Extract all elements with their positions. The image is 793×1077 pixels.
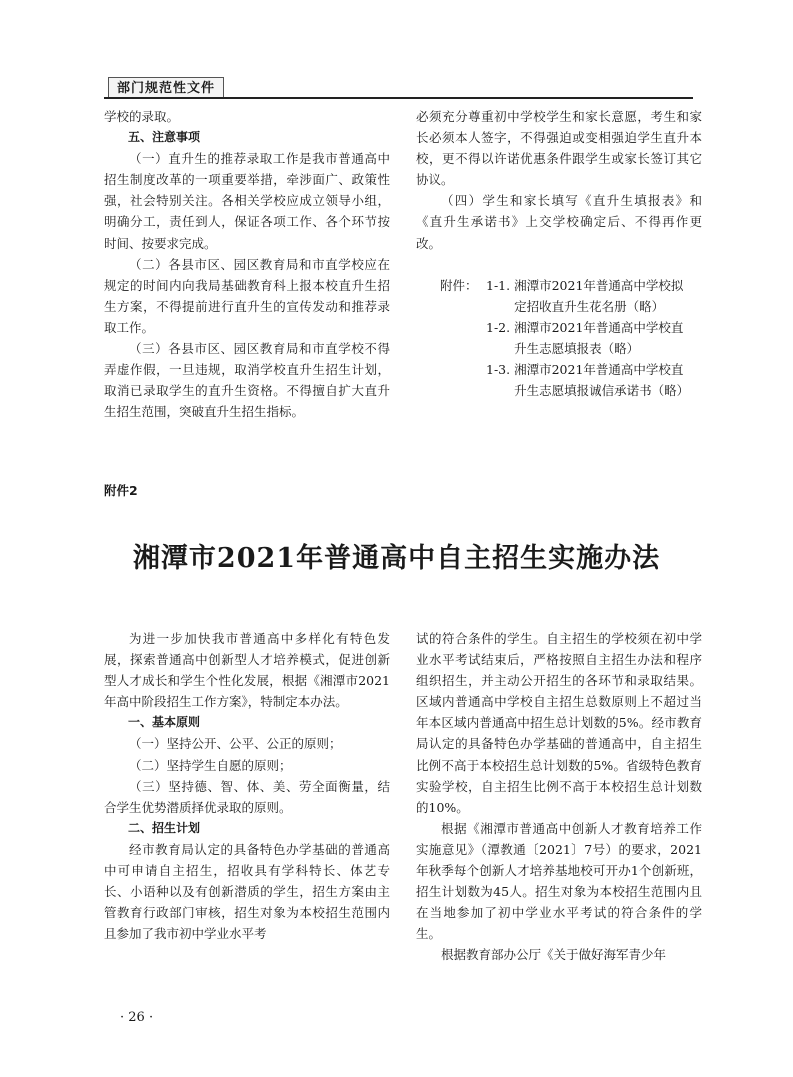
top-right-column [416,106,702,401]
bottom-left-column [104,628,390,944]
top-right-paragraphs [416,106,702,254]
attachment-item [440,317,702,359]
attachment-text [514,275,702,317]
paragraph: （四）学生和家长填写《直升生填报表》和《直升生承诺书》上交学校确定后、不得再作更改。 [416,193,702,251]
document-title: 湘潭市2021年普通高中自主招生实施办法 [132,543,661,574]
attachment-number: 1-3. [486,362,511,378]
paragraph: 经市教育局认定的具备特色办学基础的普通高中可申请自主招生，招收具有学科特长、体艺专长、小语种以及有创新潜质的学生，招生方案由主管教育行政部门审核，招生对象为本校招生范围内且参加了我市初中学业水平考 [104,841,390,942]
paragraph: （二）坚持学生自愿的原则； [129,757,292,773]
attachment-label: 附件2 [104,483,138,498]
paragraph: 根据《湘潭市普通高中创新人才教育培养工作实施意见》（潭教通〔2021〕7号）的要求，2021年秋季每个创新人才培养基地校可开办1个创新班，招生计划数为45人。招生对象为本校招生范围内且在当地参加了初中学业水平考试的符合条件的学生。 [416,820,702,942]
section-header-tab: 部门规范性文件 [108,77,224,99]
attachment-text [514,359,702,401]
section-heading: 五、注意事项 [128,130,201,145]
top-left-column [104,106,390,422]
paragraph: （二）各县市区、园区教育局和市直学校应在规定的时间内向我局基础教育科上报本校直升生招生方案，不得提前进行直升生的宣传发动和推荐录取工作。 [104,256,390,335]
paragraph: 试的符合条件的学生。自主招生的学校须在初中学业水平考试结束后，严格按照自主招生办法和程序组织招生，并主动公开招生的各环节和录取结果。区域内普通高中学校自主招生总数原则上不超过当年本区域内普通高中招生总计划数的5%。经市教育局认定的具备特色办学基础的普通高中，自主招生比例不高于本校招生总计划数的5%。省级特色教育实验学校，自主招生比例不高于本校招生总计划数的10%。 [416,631,702,815]
paragraph: （三）各县市区、园区教育局和市直学校不得弄虚作假，一旦违规，取消学校直升生招生计划，取消已录取学生的直升生资格。不得擅自扩大直升生招生范围，突破直升生招生指标。 [104,341,390,420]
attachment-line: 升生志愿填报表（略） [514,340,640,356]
attachment-prefix: 附件： [440,277,478,293]
paragraph: 学校的录取。 [104,109,180,124]
paragraph: 为进一步加快我市普通高中多样化有特色发展，探索普通高中创新型人才培养模式，促进创新型人才成长和学生个性化发展，根据《湘潭市2021年高中阶段招生工作方案》，特制定本办法。 [104,631,390,710]
section-heading: 二、招生计划 [128,820,201,835]
header-rule [104,97,693,99]
paragraph: 根据教育部办公厅《关于做好海军青少年 [441,947,667,963]
attachment-item [440,359,702,401]
attachment-line: 湘潭市2021年普通高中学校直 [514,319,684,335]
bottom-right-column [416,628,702,966]
attachment-line: 升生志愿填报诚信承诺书（略） [514,383,690,399]
paragraph: （一）直升生的推荐录取工作是我市普通高中招生制度改革的一项重要举措，牵涉面广、政策性强，社会特别关注。各相关学校应成立领导小组，明确分工，责任到人，保证各项工作、各个环节按时间、按要求完成。 [104,151,390,251]
attachment-line: 定招收直升生花名册（略） [514,298,665,314]
attachment-number: 1-1. [486,277,511,293]
page-number: · 26 · [120,1010,154,1025]
paragraph: （三）坚持德、智、体、美、劳全面衡量，结合学生优势潜质择优录取的原则。 [104,778,390,815]
paragraph: 必须充分尊重初中学校学生和家长意愿，考生和家长必须本人签字，不得强迫或变相强迫学生直升本校，更不得以许诺优惠条件跟学生或家长签订其它协议。 [416,109,702,188]
attachment-list [416,275,702,402]
attachment-line: 湘潭市2021年普通高中学校拟 [514,277,684,293]
paragraph: （一）坚持公开、公平、公正的原则； [129,736,342,752]
section-heading: 一、基本原则 [128,715,201,730]
attachment-item [440,275,702,317]
attachment-line: 湘潭市2021年普通高中学校直 [514,362,684,378]
attachment-number: 1-2. [486,319,511,335]
attachment-text [514,317,702,359]
